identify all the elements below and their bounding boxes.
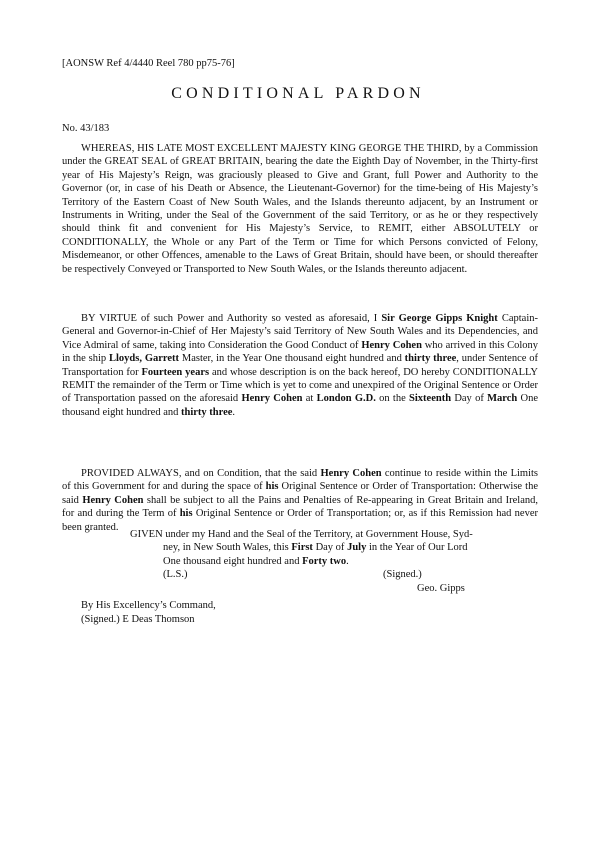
arrival-year: thirty three: [404, 353, 457, 365]
given-line: [130, 541, 538, 554]
pronoun: his: [179, 508, 193, 520]
conviction-year: thirty three: [180, 406, 233, 418]
given-day: First: [291, 542, 313, 554]
court-name: London G.D.: [316, 393, 376, 405]
by-virtue-paragraph: [62, 312, 538, 419]
text: One thousand eight hundred and: [163, 555, 303, 567]
text: One thousand eight hundred and: [62, 393, 539, 418]
given-block: [130, 528, 538, 568]
signed-label: (Signed.): [383, 569, 422, 580]
given-line: [130, 555, 538, 568]
text: Day of: [451, 393, 488, 405]
secretary-signature: (Signed.) E Deas Thomson: [81, 614, 195, 625]
text: .: [346, 555, 349, 567]
text: Master, in the Year One thousand eight hundred and: [179, 353, 405, 365]
text: PROVIDED ALWAYS, and on Condition, that the said: [81, 468, 321, 479]
text: Day of: [312, 542, 348, 554]
command-line: By His Excellency’s Command,: [81, 600, 216, 611]
archive-reference: [AONSW Ref 4/4440 Reel 780 pp75-76]: [62, 58, 235, 69]
text: in the Year of Our Lord: [366, 542, 468, 554]
text: .: [232, 406, 236, 418]
document-title: CONDITIONAL PARDON: [171, 85, 425, 102]
pardon-number: No. 43/183: [62, 123, 110, 134]
convict-name: Henry Cohen: [320, 468, 382, 479]
ship-name: Lloyds, Garrett: [109, 353, 180, 365]
given-year: Forty two: [302, 555, 347, 567]
governor-name: Sir George Gipps Knight: [381, 313, 498, 324]
convict-name: Henry Cohen: [241, 393, 303, 405]
pronoun: his: [265, 481, 279, 493]
text: Original Sentence or Order of Transportation: Otherwise the said: [62, 481, 538, 506]
conviction-month: March: [487, 393, 518, 405]
text: and whose description is on the back hereof, DO hereby CONDITIONALLY REMIT the remainder of the Term or Time which is yet to come and unexpired of the Original Sentence or Order of Transportation passed on the aforesaid: [62, 366, 538, 405]
text: on the: [375, 393, 410, 405]
text: continue to reside within the Limits of this Government for and during the space of: [62, 468, 538, 493]
convict-name: Henry Cohen: [361, 339, 422, 351]
text: Original Sentence or Order of Transportation; or, as if this Remission had never been granted.: [62, 508, 538, 533]
text: ney, in New South Wales, this: [163, 542, 292, 554]
sentence-length: Fourteen years: [141, 366, 210, 378]
text: who arrived in this Colony in the ship: [62, 339, 539, 365]
conviction-day: Sixteenth: [409, 393, 452, 405]
provided-always-paragraph: [62, 467, 538, 534]
text: at: [302, 393, 317, 405]
seal-mark: (L.S.): [163, 569, 188, 580]
text: BY VIRTUE of such Power and Authority so vested as aforesaid, I: [81, 313, 382, 324]
governor-signature: Geo. Gipps: [417, 583, 465, 594]
whereas-paragraph: WHEREAS, HIS LATE MOST EXCELLENT MAJESTY KING GEORGE THE THIRD, by a Commission under the GREAT SEAL of GREAT BRITAIN, bearing the date the Eighth Day of November, in the Thirty-first year of His Majesty’s Reign, was graciously pleased to Give and Grant, full Power and Authority to the Governor (or, in case of his Death or Absence, the Lieutenant-Governor) for the time-being of His Majesty’s Territory of the Eastern Coast of New South Wales, and the Islands thereunto adjacent, by an Instrument or Instruments in Writing, under the Seal of the Government of the said Territory, or as he or they respectively should think fit and convenient for His Majesty’s Service, to REMIT, either ABSOLUTELY or CONDITIONALLY, the Whole or any Part of the Term or Time for which Persons convicted of Felony, Misdemeanor, or other Offences, amenable to the Laws of Great Britain, should have been, or should thereafter be respectively Conveyed or Transported to New South Wales, or the Islands thereunto adjacent.: [62, 143, 538, 275]
text: , under Sentence of Transportation for: [62, 353, 538, 378]
given-month: July: [347, 542, 367, 554]
text: shall be subject to all the Pains and Penalties of Re-appearing in Great Britain and Ireland, for and during the Term of: [62, 494, 539, 520]
given-line: GIVEN under my Hand and the Seal of the Territory, at Government House, Syd-: [130, 529, 473, 540]
text: Captain-General and Governor-in-Chief of Her Majesty’s said Territory of New South Wales and its Dependencies, and Vice Admiral of same, taking into Consideration the Good Conduct of: [62, 313, 538, 351]
convict-name: Henry Cohen: [82, 494, 144, 506]
